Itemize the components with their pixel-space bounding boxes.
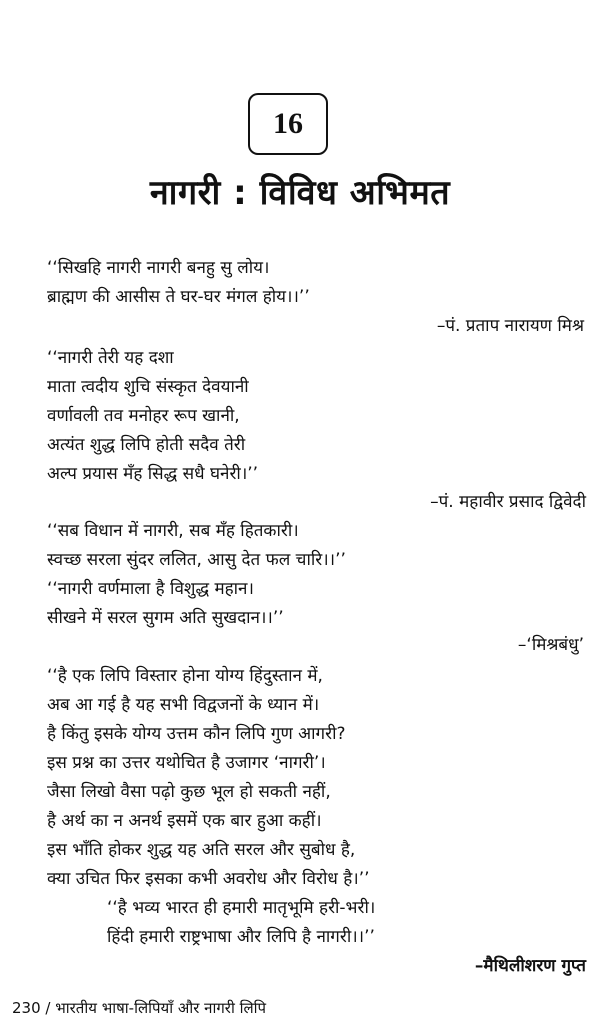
verse-line: अल्प प्रयास मँह सिद्ध सधै घनेरी।’’ (47, 464, 259, 484)
verse-line: ब्राह्मण की आसीस ते घर-घर मंगल होय।।’’ (47, 287, 310, 307)
verse-line: अब आ गई है यह सभी विद्वजनों के ध्यान में। (47, 695, 320, 715)
quote-author: –पं. प्रताप नारायण मिश्र (436, 316, 584, 336)
chapter-title: नागरी : विविध अभिमत (149, 173, 451, 213)
verse-line: सीखने में सरल सुगम अति सुखदान।।’’ (47, 608, 284, 628)
verse-line: ‘‘नागरी तेरी यह दशा (47, 348, 174, 368)
verse-line: है किंतु इसके योग्य उत्तम कौन लिपि गुण आगरी? (47, 724, 346, 744)
verse-line: जैसा लिखो वैसा पढ़ो कुछ भूल हो सकती नहीं, (47, 782, 331, 802)
quote-author: –मैथिलीशरण गुप्त (474, 956, 586, 976)
verse-line-indented: हिंदी हमारी राष्ट्रभाषा और लिपि है नागरी।।’’ (107, 927, 375, 947)
verse-line: ‘‘है एक लिपि विस्तार होना योग्य हिंदुस्तान में, (47, 666, 323, 686)
verse-line: ‘‘सब विधान में नागरी, सब मँह हितकारी। (47, 521, 299, 541)
page-footer: 230 / भारतीय भाषा-लिपियाँ और नागरी लिपि (12, 999, 267, 1017)
verse-line: वर्णावली तव मनोहर रूप खानी, (47, 406, 240, 426)
chapter-number-box (248, 93, 328, 155)
verse-line: क्या उचित फिर इसका कभी अवरोध और विरोध है।’’ (47, 869, 370, 889)
verse-line: माता त्वदीय शुचि संस्कृत देवयानी (47, 377, 249, 397)
verse-line-indented: ‘‘है भव्य भारत ही हमारी मातृभूमि हरी-भरी। (107, 898, 376, 918)
verse-line: ‘‘नागरी वर्णमाला है विशुद्ध महान। (47, 579, 254, 599)
quote-author: –पं. महावीर प्रसाद द्विवेदी (430, 492, 586, 512)
verse-line: इस भाँति होकर शुद्ध यह अति सरल और सुबोध है, (47, 840, 356, 860)
verse-line: ‘‘सिखहि नागरी नागरी बनहु सु लोय। (47, 258, 270, 278)
quote-author: –‘मिश्रबंधु’ (517, 635, 584, 655)
verse-line: अत्यंत शुद्ध लिपि होती सदैव तेरी (47, 435, 246, 455)
verse-line: इस प्रश्न का उत्तर यथोचित है उजागर ‘नागरी’। (47, 753, 326, 773)
verse-line: है अर्थ का न अनर्थ इसमें एक बार हुआ कहीं। (47, 811, 322, 831)
verse-line: स्वच्छ सरला सुंदर ललित, आसु देत फल चारि।।’’ (47, 550, 346, 570)
chapter-number: 16 (273, 107, 303, 140)
